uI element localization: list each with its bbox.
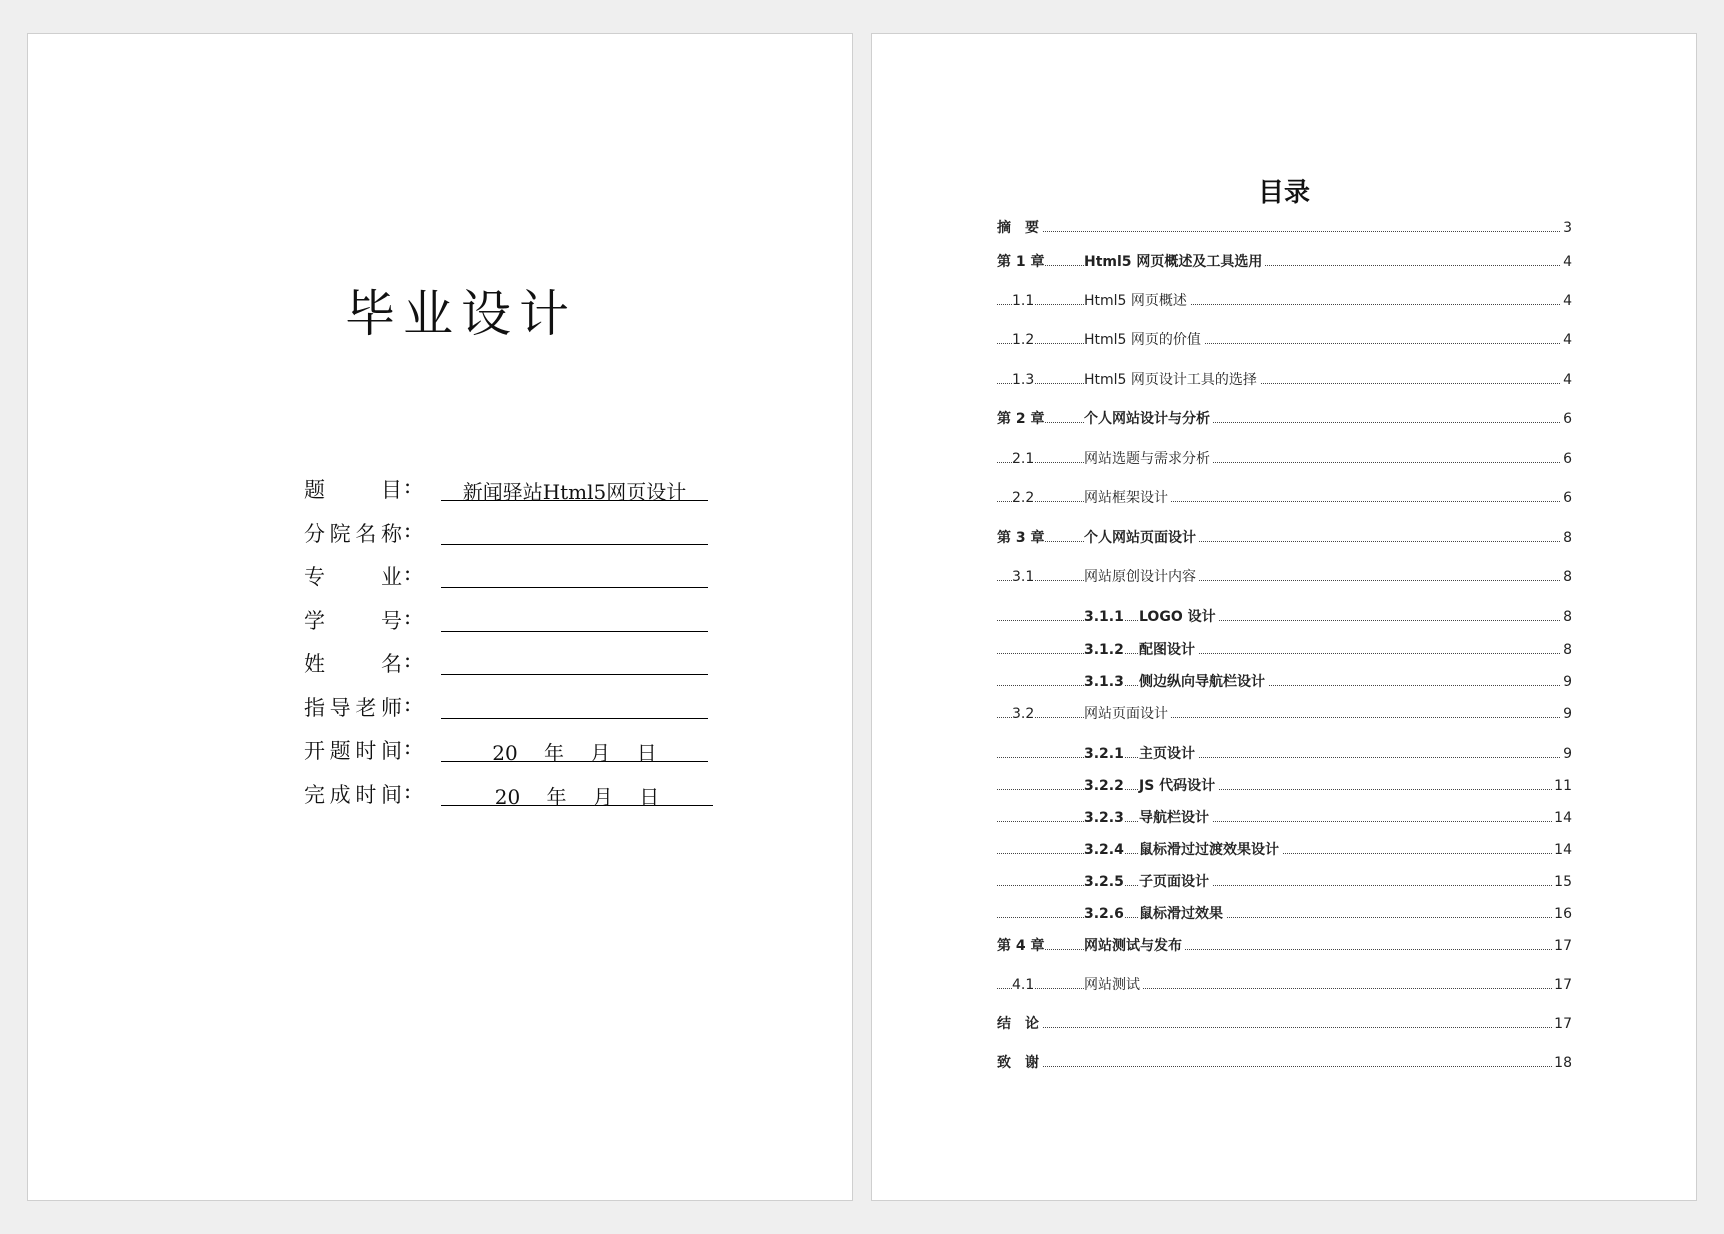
form-row-start-date xyxy=(304,735,724,779)
toc-entry[interactable] xyxy=(997,840,1572,862)
toc-entry[interactable] xyxy=(997,872,1572,894)
form-row-name xyxy=(304,648,724,692)
form-label-end-date: 完成时间 xyxy=(304,782,402,807)
toc-entry-page: 4 xyxy=(1563,254,1572,270)
toc-entry[interactable] xyxy=(997,704,1572,726)
toc-entry-page: 4 xyxy=(1563,372,1572,388)
toc-entry-number: 3.1 xyxy=(1012,569,1035,585)
toc-leader-dots xyxy=(997,717,1562,718)
toc-entry-page: 17 xyxy=(1554,1016,1572,1032)
toc-entry[interactable] xyxy=(997,409,1572,431)
toc-leader-dots xyxy=(997,383,1562,384)
toc-entry-title: Html5 网页概述及工具选用 xyxy=(1084,252,1265,272)
toc-entry[interactable] xyxy=(997,776,1572,798)
toc-entry-page: 4 xyxy=(1563,293,1572,309)
toc-title: 目录 xyxy=(1257,178,1310,208)
toc-entry[interactable] xyxy=(997,1053,1572,1075)
toc-entry[interactable] xyxy=(997,808,1572,830)
toc-leader-dots xyxy=(997,685,1562,686)
toc-entry-title: 个人网站页面设计 xyxy=(1084,528,1199,548)
toc-entry-page: 15 xyxy=(1554,874,1572,890)
toc-leader-dots xyxy=(997,757,1562,758)
toc-leader-dots xyxy=(997,580,1562,581)
toc-leader-dots xyxy=(997,949,1562,950)
toc-leader-dots xyxy=(997,541,1562,542)
toc-entry[interactable] xyxy=(997,449,1572,471)
form-row-department xyxy=(304,518,724,562)
toc-entry[interactable] xyxy=(997,528,1572,550)
toc-entry-page: 9 xyxy=(1563,674,1572,690)
toc-entry-title: 导航栏设计 xyxy=(1139,808,1212,828)
toc-leader-dots xyxy=(997,343,1562,344)
toc-entry-title: 网站页面设计 xyxy=(1084,704,1171,724)
form-value-student-id[interactable] xyxy=(441,607,708,632)
toc-entry-number: 3.2.3 xyxy=(1084,810,1124,826)
toc-entry[interactable] xyxy=(997,488,1572,510)
form-colon: : xyxy=(404,517,412,542)
toc-entry-page: 6 xyxy=(1563,411,1572,427)
toc-entry[interactable] xyxy=(997,672,1572,694)
toc-entry-number: 3.2 xyxy=(1012,706,1035,722)
toc-entry-title: 致 谢 xyxy=(997,1053,1042,1073)
toc-entry-page: 8 xyxy=(1563,569,1572,585)
toc-entry-page: 17 xyxy=(1554,938,1572,954)
toc-entry[interactable] xyxy=(997,252,1572,274)
toc-entry-number: 1.1 xyxy=(1012,293,1035,309)
toc-entry-title: 网站选题与需求分析 xyxy=(1084,449,1213,469)
toc-entry-title: 鼠标滑过过渡效果设计 xyxy=(1139,840,1282,860)
toc-entry-title: Html5 网页的价值 xyxy=(1084,330,1204,350)
toc-entry-page: 8 xyxy=(1563,642,1572,658)
toc-entry-page: 17 xyxy=(1554,977,1572,993)
toc-entry[interactable] xyxy=(997,567,1572,589)
toc-entry[interactable] xyxy=(997,640,1572,662)
toc-leader-dots xyxy=(997,1066,1562,1067)
toc-entry-title: 摘 要 xyxy=(997,218,1042,238)
form-colon: : xyxy=(404,648,412,672)
toc-entry[interactable] xyxy=(997,936,1572,958)
toc-entry-page: 14 xyxy=(1554,810,1572,826)
form-colon: : xyxy=(404,735,412,759)
toc-entry-title: 网站测试 xyxy=(1084,975,1143,995)
form-value-advisor[interactable] xyxy=(441,694,708,719)
form-value-topic[interactable]: 新闻驿站Html5网页设计 xyxy=(441,476,708,501)
toc-entry-number: 1.3 xyxy=(1012,372,1035,388)
form-colon: : xyxy=(404,561,412,585)
toc-entry-number: 3.1.1 xyxy=(1084,609,1124,625)
toc-entry-title: JS 代码设计 xyxy=(1139,776,1218,796)
toc-entry-title: 结 论 xyxy=(997,1014,1042,1034)
toc-entry-title: 配图设计 xyxy=(1139,640,1198,660)
form-row-end-date xyxy=(304,779,724,823)
toc-leader-dots xyxy=(997,265,1562,266)
toc-leader-dots xyxy=(997,653,1562,654)
toc-entry[interactable] xyxy=(997,744,1572,766)
toc-entry-number: 第 3 章 xyxy=(997,530,1045,546)
toc-entry-number: 3.1.3 xyxy=(1084,674,1124,690)
toc-entry-number: 3.2.6 xyxy=(1084,906,1124,922)
toc-entry-page: 8 xyxy=(1563,609,1572,625)
toc-leader-dots xyxy=(997,422,1562,423)
form-row-advisor xyxy=(304,692,724,736)
toc-entry-number: 4.1 xyxy=(1012,977,1035,993)
toc-entry-title: Html5 网页概述 xyxy=(1084,291,1190,311)
toc-leader-dots xyxy=(997,501,1562,502)
form-label-advisor: 指导老师 xyxy=(304,695,402,720)
toc-entry-page: 6 xyxy=(1563,490,1572,506)
toc-entry-page: 14 xyxy=(1554,842,1572,858)
toc-entry[interactable] xyxy=(997,904,1572,926)
toc-leader-dots xyxy=(997,917,1562,918)
toc-leader-dots xyxy=(997,988,1562,989)
toc-entry-number: 3.2.2 xyxy=(1084,778,1124,794)
form-label-start-date: 开题时间 xyxy=(304,739,402,763)
toc-leader-dots xyxy=(997,821,1562,822)
toc-entry-title: 网站框架设计 xyxy=(1084,488,1171,508)
form-label-name: 姓 名 xyxy=(304,652,402,676)
form-row-student-id xyxy=(304,605,724,649)
toc-entry-title: 鼠标滑过效果 xyxy=(1139,904,1226,924)
toc-entry-page: 3 xyxy=(1563,220,1572,236)
toc-entry-title: 侧边纵向导航栏设计 xyxy=(1139,672,1268,692)
toc-leader-dots xyxy=(997,231,1562,232)
cover-page xyxy=(27,33,853,1201)
toc-entry[interactable] xyxy=(997,975,1572,997)
toc-entry-page: 16 xyxy=(1554,906,1572,922)
toc-entry-page: 11 xyxy=(1554,778,1572,794)
form-label-department: 分院名称 xyxy=(304,521,402,546)
toc-entry-title: 主页设计 xyxy=(1139,744,1198,764)
toc-entry[interactable] xyxy=(997,330,1572,352)
toc-entry-number: 3.2.4 xyxy=(1084,842,1124,858)
form-value-name[interactable] xyxy=(441,650,708,675)
toc-entry-number: 3.1.2 xyxy=(1084,642,1124,658)
toc-leader-dots xyxy=(997,789,1562,790)
toc-entry-number: 第 2 章 xyxy=(997,411,1045,427)
toc-entry-number: 第 4 章 xyxy=(997,938,1045,954)
toc-entry-title: 网站原创设计内容 xyxy=(1084,567,1199,587)
toc-entry-page: 9 xyxy=(1563,746,1572,762)
toc-entry-number: 3.2.1 xyxy=(1084,746,1124,762)
form-label-topic: 题 目 xyxy=(304,478,402,502)
toc-entry-title: Html5 网页设计工具的选择 xyxy=(1084,370,1260,390)
cover-title: 毕业设计 xyxy=(345,285,577,343)
toc-entry-number: 第 1 章 xyxy=(997,254,1045,270)
toc-entry[interactable] xyxy=(997,607,1572,629)
toc-entry-page: 6 xyxy=(1563,451,1572,467)
toc-leader-dots xyxy=(997,885,1562,886)
toc-entry-title: 个人网站设计与分析 xyxy=(1084,409,1213,429)
toc-page xyxy=(871,33,1697,1201)
toc-entry[interactable] xyxy=(997,218,1572,240)
toc-entry-title: LOGO 设计 xyxy=(1139,607,1219,627)
toc-entry-title: 网站测试与发布 xyxy=(1084,936,1185,956)
toc-entry[interactable] xyxy=(997,1014,1572,1036)
toc-entry-number: 2.1 xyxy=(1012,451,1035,467)
toc-leader-dots xyxy=(997,620,1562,621)
toc-entry-number: 3.2.5 xyxy=(1084,874,1124,890)
toc-entry-page: 9 xyxy=(1563,706,1572,722)
form-colon: : xyxy=(404,691,412,716)
form-colon: : xyxy=(404,474,412,498)
toc-entry-title: 子页面设计 xyxy=(1139,872,1212,892)
toc-entry-number: 1.2 xyxy=(1012,332,1035,348)
form-value-start-date[interactable]: 20 年 月 日 xyxy=(441,737,708,762)
toc-entry-number: 2.2 xyxy=(1012,490,1035,506)
form-row-topic xyxy=(304,474,724,518)
toc-leader-dots xyxy=(997,304,1562,305)
toc-entry-page: 4 xyxy=(1563,332,1572,348)
toc-entry[interactable] xyxy=(997,370,1572,392)
toc-entry-page: 18 xyxy=(1554,1055,1572,1071)
toc-leader-dots xyxy=(997,1027,1562,1028)
form-colon: : xyxy=(404,604,412,629)
cover-info-form xyxy=(304,474,724,822)
form-label-student-id: 学 号 xyxy=(304,608,402,633)
form-label-major: 专 业 xyxy=(304,565,402,589)
form-colon: : xyxy=(404,778,412,803)
form-value-department[interactable] xyxy=(441,520,708,545)
form-value-major[interactable] xyxy=(441,563,708,588)
toc-entry-page: 8 xyxy=(1563,530,1572,546)
form-value-end-date[interactable]: 20 年 月 日 xyxy=(441,781,713,806)
toc-entry[interactable] xyxy=(997,291,1572,313)
toc-leader-dots xyxy=(997,462,1562,463)
form-row-major xyxy=(304,561,724,605)
